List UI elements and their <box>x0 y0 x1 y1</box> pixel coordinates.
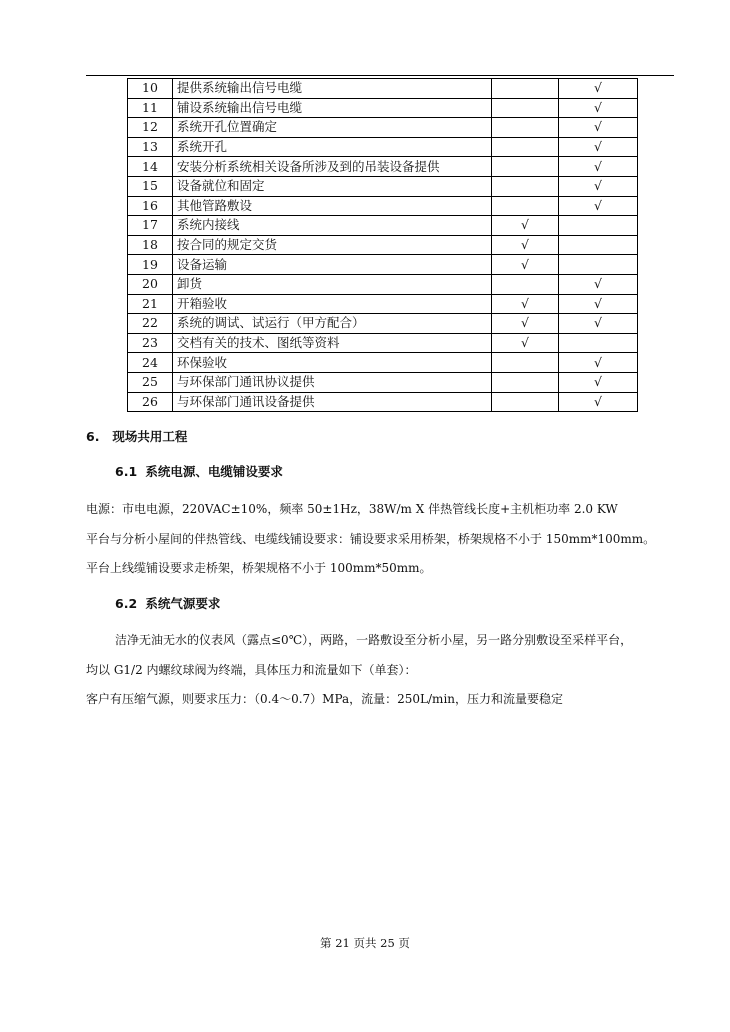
section-number: 6.2 <box>115 596 138 611</box>
row-item: 按合同的规定交货 <box>173 235 492 255</box>
table-row <box>128 98 638 118</box>
row-check-a <box>492 353 559 373</box>
table-row <box>128 137 638 157</box>
row-item: 系统的调试、试运行（甲方配合） <box>173 314 492 334</box>
row-item: 其他管路敷设 <box>173 196 492 216</box>
row-check-b: √ <box>559 392 638 412</box>
row-number: 20 <box>128 274 173 294</box>
row-check-b: √ <box>559 353 638 373</box>
table-row <box>128 118 638 138</box>
row-item: 铺设系统输出信号电缆 <box>173 98 492 118</box>
row-check-a <box>492 372 559 392</box>
row-check-a <box>492 392 559 412</box>
table-row <box>128 314 638 334</box>
row-check-a: √ <box>492 294 559 314</box>
table-row <box>128 353 638 373</box>
section-number: 6.1 <box>115 464 138 479</box>
row-item: 系统开孔 <box>173 137 492 157</box>
row-check-a <box>492 196 559 216</box>
row-check-a: √ <box>492 333 559 353</box>
table-row <box>128 274 638 294</box>
row-item: 与环保部门通讯设备提供 <box>173 392 492 412</box>
row-check-a <box>492 274 559 294</box>
air-line-1: 洁净无油无水的仪表风（露点≤0℃），两路，一路敷设至分析小屋，另一路分别敷设至采样平台， <box>115 633 633 647</box>
table-row <box>128 372 638 392</box>
section-title: 系统电源、电缆铺设要求 <box>145 464 283 479</box>
row-check-a: √ <box>492 255 559 275</box>
row-number: 18 <box>128 235 173 255</box>
air-line-3: 客户有压缩气源，则要求压力：（0.4～0.7）MPa，流量：250L/min，压力和流量要稳定 <box>86 692 564 706</box>
row-check-b: √ <box>559 176 638 196</box>
row-check-a <box>492 79 559 99</box>
row-check-b: √ <box>559 157 638 177</box>
row-check-a <box>492 176 559 196</box>
row-number: 25 <box>128 372 173 392</box>
row-check-b <box>559 235 638 255</box>
section-number: 6. <box>86 429 100 444</box>
table-row <box>128 176 638 196</box>
row-check-b: √ <box>559 98 638 118</box>
row-check-a <box>492 137 559 157</box>
row-number: 12 <box>128 118 173 138</box>
table-row <box>128 255 638 275</box>
table-row <box>128 333 638 353</box>
row-check-b: √ <box>559 137 638 157</box>
row-number: 15 <box>128 176 173 196</box>
section-title: 系统气源要求 <box>145 596 221 611</box>
row-check-a: √ <box>492 235 559 255</box>
row-check-b: √ <box>559 372 638 392</box>
row-check-b: √ <box>559 196 638 216</box>
table-row <box>128 235 638 255</box>
row-check-a: √ <box>492 216 559 236</box>
power-line-1: 电源：市电电源，220VAC±10%，频率 50±1Hz，38W/m X 伴热管线长度+主机柜功率 2.0 KW <box>86 502 618 516</box>
row-number: 11 <box>128 98 173 118</box>
air-line-2: 均以 G1/2 内螺纹球阀为终端，具体压力和流量如下（单套）： <box>86 663 417 677</box>
row-number: 10 <box>128 79 173 99</box>
row-number: 13 <box>128 137 173 157</box>
row-item: 安装分析系统相关设备所涉及到的吊装设备提供 <box>173 157 492 177</box>
table-row <box>128 196 638 216</box>
section-6-1-heading <box>115 462 283 480</box>
row-item: 开箱验收 <box>173 294 492 314</box>
power-line-3: 平台上线缆铺设要求走桥架，桥架规格不小于 100mm*50mm。 <box>86 561 432 575</box>
row-check-a <box>492 118 559 138</box>
row-check-b: √ <box>559 314 638 334</box>
row-number: 14 <box>128 157 173 177</box>
table-row <box>128 392 638 412</box>
row-number: 19 <box>128 255 173 275</box>
table-row <box>128 294 638 314</box>
row-number: 26 <box>128 392 173 412</box>
row-item: 系统开孔位置确定 <box>173 118 492 138</box>
section-6-heading <box>86 427 187 445</box>
table-row <box>128 79 638 99</box>
section-title: 现场共用工程 <box>112 429 188 444</box>
row-number: 23 <box>128 333 173 353</box>
row-item: 设备就位和固定 <box>173 176 492 196</box>
row-check-b <box>559 255 638 275</box>
row-item: 设备运输 <box>173 255 492 275</box>
row-number: 17 <box>128 216 173 236</box>
page-footer: 第 21 页共 25 页 <box>320 936 410 950</box>
table-row <box>128 157 638 177</box>
row-item: 卸货 <box>173 274 492 294</box>
row-check-a <box>492 98 559 118</box>
row-check-a <box>492 157 559 177</box>
row-item: 系统内接线 <box>173 216 492 236</box>
section-6-2-heading <box>115 594 220 612</box>
header-rule <box>86 75 674 76</box>
row-item: 提供系统输出信号电缆 <box>173 79 492 99</box>
row-check-a: √ <box>492 314 559 334</box>
row-number: 22 <box>128 314 173 334</box>
row-check-b: √ <box>559 294 638 314</box>
responsibility-table <box>127 78 638 412</box>
row-check-b: √ <box>559 79 638 99</box>
row-check-b <box>559 216 638 236</box>
power-line-2: 平台与分析小屋间的伴热管线、电缆线铺设要求：铺设要求采用桥架，桥架规格不小于 150mm*100mm。 <box>86 532 656 546</box>
row-item: 与环保部门通讯协议提供 <box>173 372 492 392</box>
row-number: 21 <box>128 294 173 314</box>
row-item: 交档有关的技术、图纸等资料 <box>173 333 492 353</box>
row-check-b: √ <box>559 118 638 138</box>
table-row <box>128 216 638 236</box>
row-check-b <box>559 333 638 353</box>
row-item: 环保验收 <box>173 353 492 373</box>
row-check-b: √ <box>559 274 638 294</box>
row-number: 24 <box>128 353 173 373</box>
row-number: 16 <box>128 196 173 216</box>
